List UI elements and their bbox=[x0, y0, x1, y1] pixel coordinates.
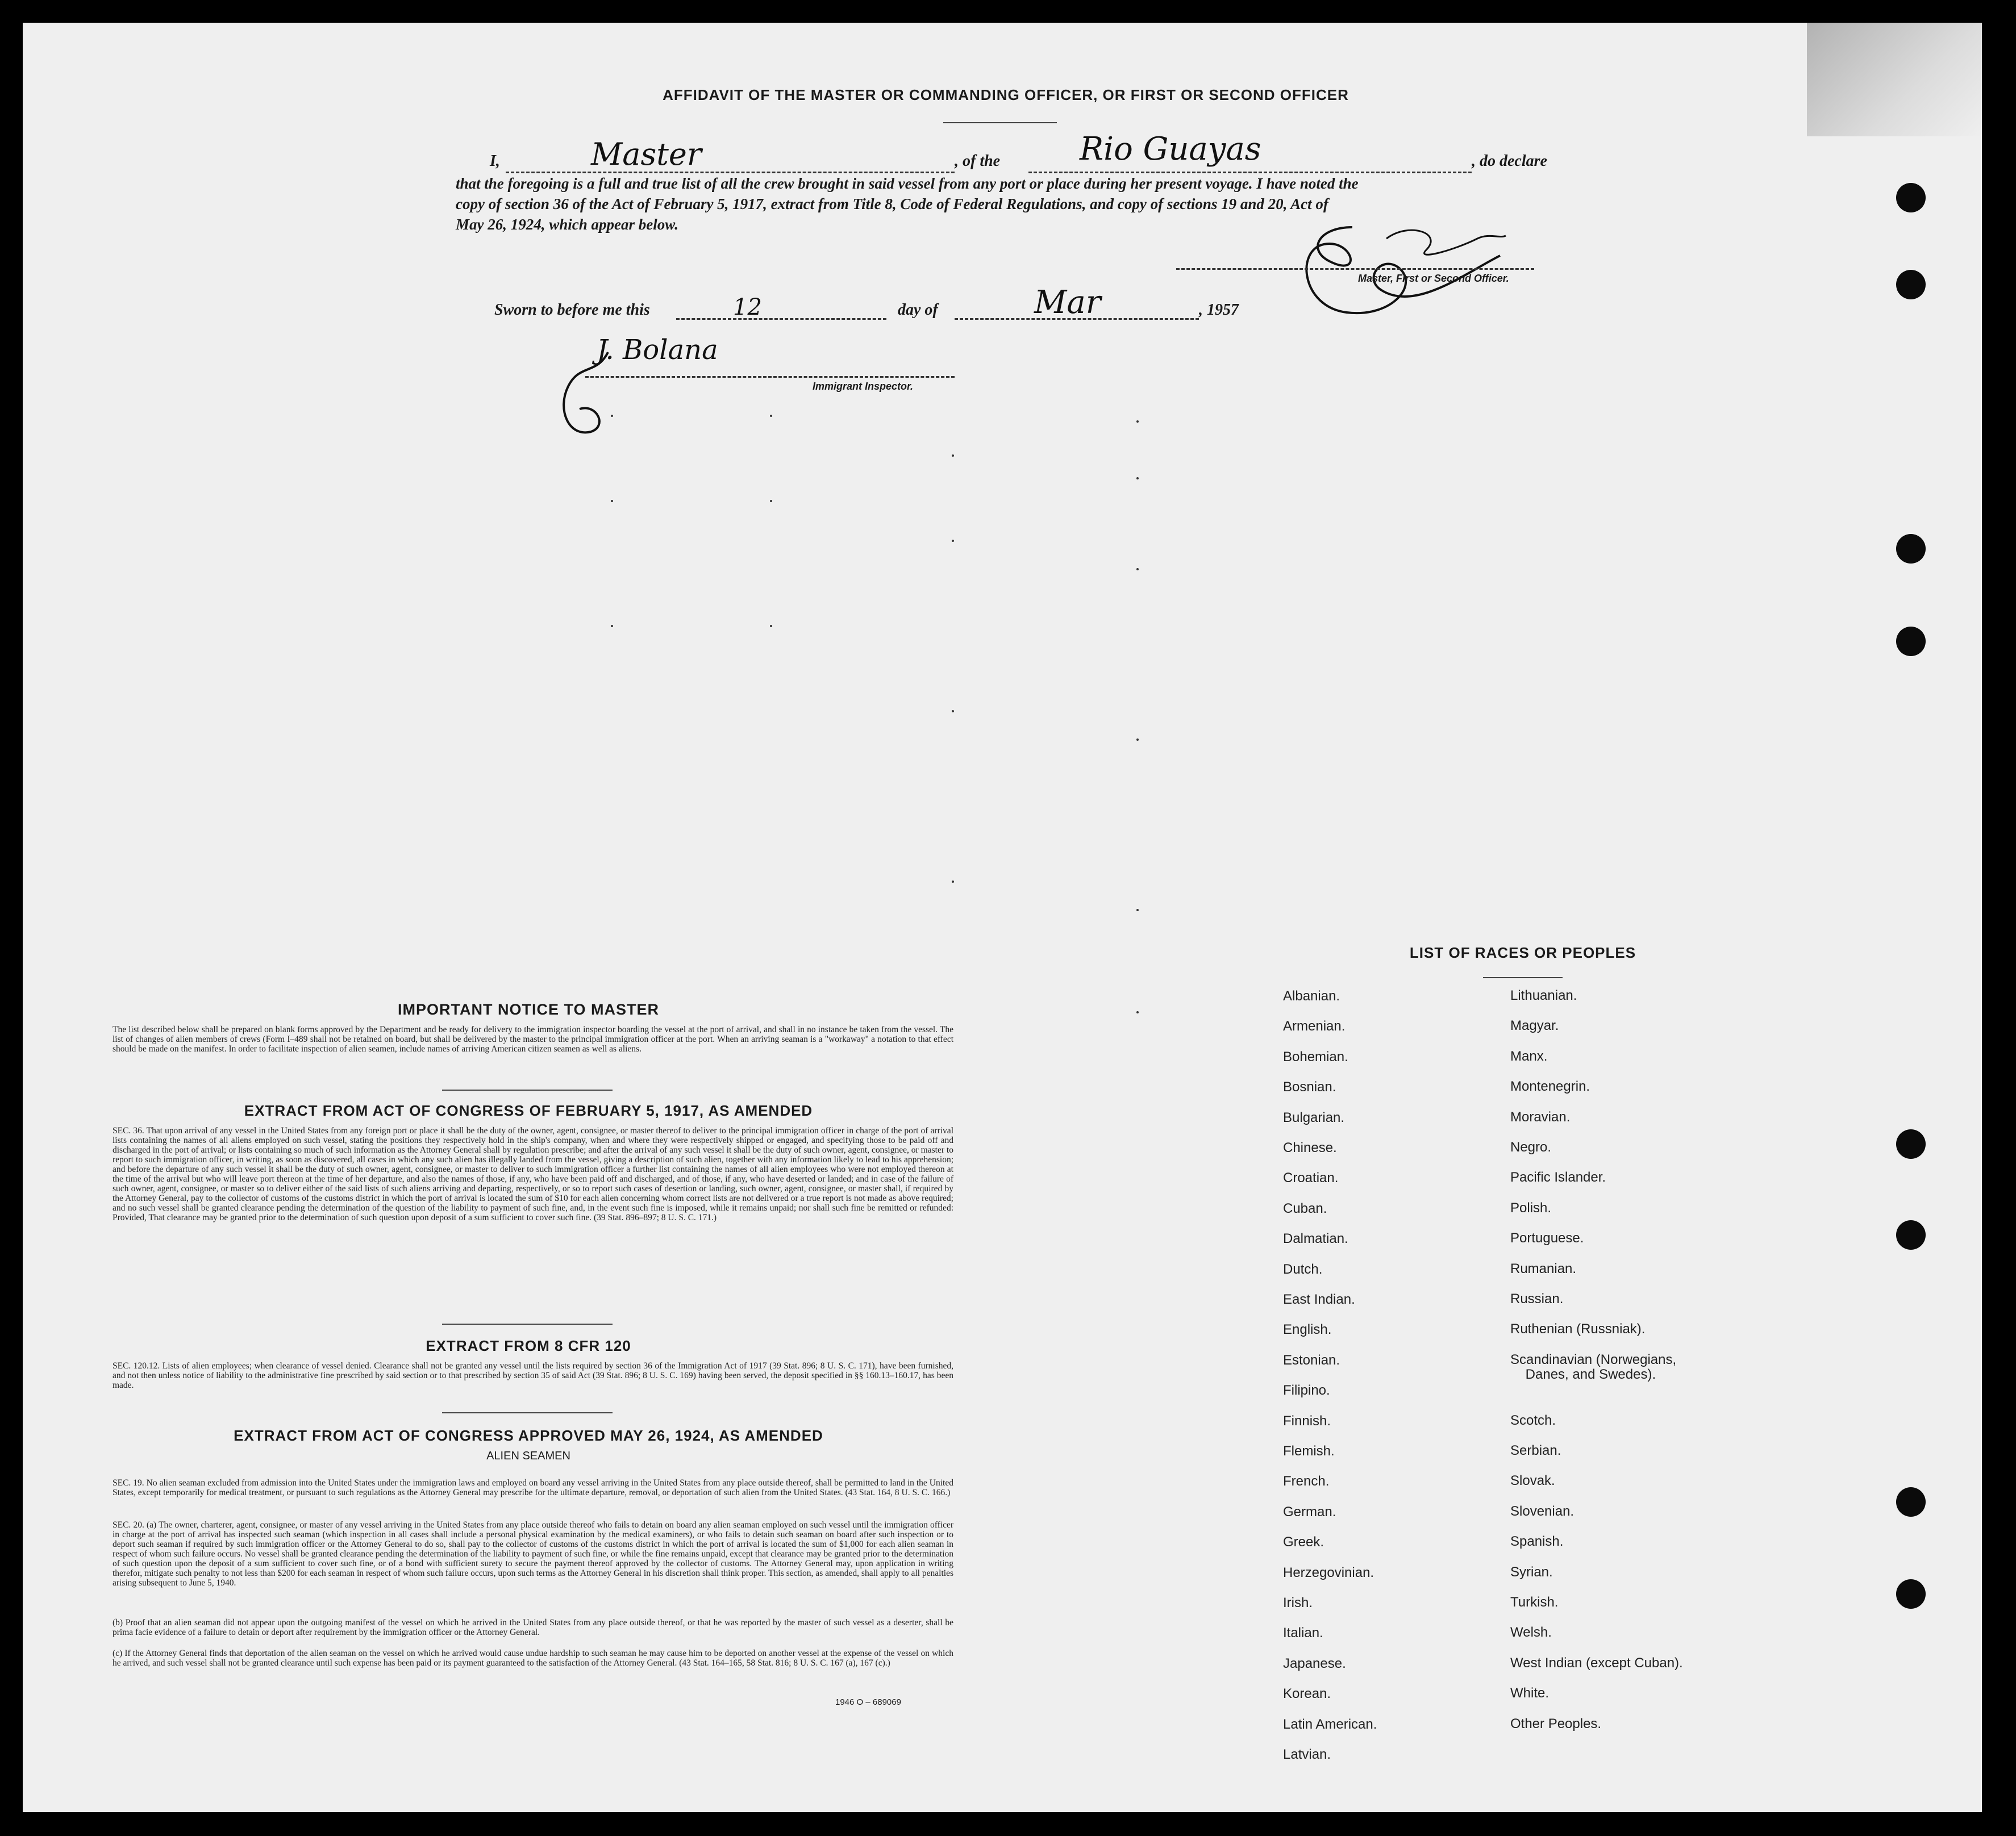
inspector-signature-handwritten[interactable]: J. Bolana bbox=[597, 334, 718, 366]
race-item: Spanish. bbox=[1510, 1534, 1564, 1550]
race-item: West Indian (except Cuban). bbox=[1510, 1655, 1683, 1671]
race-item: Negro. bbox=[1510, 1140, 1552, 1155]
leader-dot bbox=[611, 625, 613, 627]
race-item: Herzegovinian. bbox=[1283, 1564, 1374, 1580]
print-code: 1946 O – 689069 bbox=[835, 1697, 901, 1707]
sworn-month-handwritten[interactable]: Mar bbox=[1034, 284, 1101, 321]
race-item: Latin American. bbox=[1283, 1716, 1377, 1732]
sworn-mid: day of bbox=[898, 301, 938, 319]
race-item: Magyar. bbox=[1510, 1018, 1559, 1034]
race-item: Irish. bbox=[1283, 1595, 1313, 1610]
leader-dot bbox=[1136, 420, 1139, 423]
affidavit-body-line2: that the foregoing is a full and true list of all the crew brought in said vessel from any port or place during her present voyage. I have noted the bbox=[456, 175, 1359, 192]
race-item: Korean. bbox=[1283, 1686, 1331, 1702]
race-item: German. bbox=[1283, 1504, 1336, 1520]
punch-hole bbox=[1896, 534, 1926, 564]
race-item: English. bbox=[1283, 1322, 1332, 1338]
extract-1924-sec20a: SEC. 20. (a) The owner, charterer, agent, consignee, or master of any vessel arriving in the United States from any place outside thereof who fails to detain on board any alien seaman employed on such vessel until the immigration officer in charge at the port of arrival has inspected such seaman (which inspection in all cases shall include a personal physical examination by the medical examiners), or who fails to detain such seaman on board after such inspection or to deport such seaman if required by such immigration officer or the Attorney General to do so, shall pay to the collector of customs of the customs district in which the port of arrival is located the sum of $1,000 for each alien seaman in respect of whom such failure occurs. No vessel shall be granted clearance pending the determination of the liability to payment of such fine, or while the fine remains unpaid, except that clearance may be granted prior to the determination of such question upon the deposit of a sum sufficient to cover such fine, or of a bond with sufficient surety to secure the payment thereof approved by the collector of customs. The Attorney General may, upon application in writing therefor, mitigate such penalty to not less than $200 for each seaman in respect of whom such failure occurs, upon such terms as the Attorney General in his discretion shall think proper. This section, as amended, shall apply to all penalties arising subsequent to June 5, 1940. bbox=[113, 1520, 953, 1588]
vessel-name-handwritten[interactable]: Rio Guayas bbox=[1080, 131, 1261, 168]
race-item: White. bbox=[1510, 1685, 1550, 1701]
race-item: Portuguese. bbox=[1510, 1230, 1584, 1246]
inspector-signature-line bbox=[585, 376, 955, 378]
race-item: Welsh. bbox=[1510, 1625, 1552, 1641]
race-item: Italian. bbox=[1283, 1625, 1323, 1641]
affidavit-title: AFFIDAVIT OF THE MASTER OR COMMANDING OFFICER, OR FIRST OR SECOND OFFICER bbox=[663, 86, 1349, 103]
race-item: East Indian. bbox=[1283, 1292, 1355, 1307]
race-item: Rumanian. bbox=[1510, 1261, 1577, 1276]
notice-title: IMPORTANT NOTICE TO MASTER bbox=[398, 1001, 659, 1018]
punch-hole bbox=[1896, 183, 1926, 212]
race-item: Polish. bbox=[1510, 1200, 1552, 1216]
affidavit-line1-mid: , of the bbox=[955, 152, 1001, 170]
race-item: Finnish. bbox=[1283, 1413, 1331, 1429]
punch-hole bbox=[1896, 627, 1926, 656]
punch-hole bbox=[1896, 1487, 1926, 1517]
punch-hole bbox=[1896, 1220, 1926, 1250]
extract-cfr-text: SEC. 120.12. Lists of alien employees; when clearance of vessel denied. Clearance shall not be granted any vessel until the lists required by section 36 of the Immigration Act of 1917 (39 Stat. 896; 8 U. S. C. 171), have been furnished, and not then unless notice of liability to the administrative fine prescribed by said section or to that prescribed by section 35 of said Act (39 Stat. 896; 8 U. S. C. 169) having been served, the deposit specified in §§ 160.13–160.17, has been made. bbox=[113, 1361, 953, 1390]
race-item: Cuban. bbox=[1283, 1200, 1327, 1216]
name-blank bbox=[506, 172, 955, 173]
extract-1924-sec20b: (b) Proof that an alien seaman did not appear upon the outgoing manifest of the vessel on which he arrived in the United States from any place outside thereof, or that he was reported by the master of such vessel as a deserter, shall be prima facie evidence of a failure to detain or deport after requirement by the immigration officer or the Attorney General. bbox=[113, 1618, 953, 1637]
leader-dot bbox=[770, 500, 772, 502]
divider bbox=[943, 122, 1057, 123]
extract-cfr-title: EXTRACT FROM 8 CFR 120 bbox=[426, 1337, 631, 1354]
race-item: Lithuanian. bbox=[1510, 988, 1577, 1003]
affidavit-line1-suffix: , do declare bbox=[1472, 152, 1547, 170]
vessel-blank bbox=[1028, 172, 1472, 173]
race-item: Bosnian. bbox=[1283, 1079, 1336, 1095]
race-item: Albanian. bbox=[1283, 988, 1340, 1004]
affidavit-body-line4: May 26, 1924, which appear below. bbox=[456, 216, 679, 233]
race-item: Scandinavian (Norwegians, Danes, and Swedes). bbox=[1510, 1351, 1677, 1382]
race-item: Scotch. bbox=[1510, 1412, 1556, 1428]
divider bbox=[442, 1412, 613, 1413]
affidavit-body-line3: copy of section 36 of the Act of February 5, 1917, extract from Title 8, Code of Federal Regulations, and copy of sections 19 and 20, Act of bbox=[456, 195, 1328, 212]
leader-dot bbox=[1136, 477, 1139, 479]
extract-1924-subtitle: ALIEN SEAMEN bbox=[486, 1450, 570, 1462]
extract-1924-title: EXTRACT FROM ACT OF CONGRESS APPROVED MAY 26, 1924, AS AMENDED bbox=[234, 1427, 823, 1444]
day-blank bbox=[676, 318, 886, 320]
leader-dot bbox=[952, 710, 954, 712]
corner-stain bbox=[1807, 23, 1982, 136]
race-item: Estonian. bbox=[1283, 1352, 1340, 1368]
inspector-label: Immigrant Inspector. bbox=[813, 381, 914, 392]
document-sheet bbox=[23, 23, 1982, 1812]
leader-dot bbox=[770, 415, 772, 417]
sworn-prefix: Sworn to before me this bbox=[494, 301, 650, 319]
officer-signature-line bbox=[1176, 268, 1534, 270]
inspector-signature-flourish bbox=[545, 341, 648, 443]
leader-dot bbox=[611, 500, 613, 502]
leader-dot bbox=[611, 415, 613, 417]
leader-dot bbox=[1136, 1011, 1139, 1013]
leader-dot bbox=[952, 881, 954, 883]
divider bbox=[1483, 977, 1563, 978]
race-item: Syrian. bbox=[1510, 1564, 1553, 1580]
race-item: Bulgarian. bbox=[1283, 1109, 1345, 1125]
divider bbox=[442, 1324, 613, 1325]
notice-text: The list described below shall be prepared on blank forms approved by the Department and be ready for delivery to the immigration inspector boarding the vessel at the port of arrival, and shall in no instance be taken from the vessel. The list of changes of alien members of crews (Form I–489 shall not be retained on board, but shall be delivered by the master to the principal immigration officer at the port. When an arriving seaman is a "workaway" a notation to that effect should be made on the manifest. In order to facilitate inspection of alien seamen, include names of arriving American citizen seamen as well as aliens. bbox=[113, 1025, 953, 1054]
race-item: Flemish. bbox=[1283, 1443, 1335, 1459]
leader-dot bbox=[952, 540, 954, 542]
race-item: Dutch. bbox=[1283, 1261, 1323, 1277]
punch-hole bbox=[1896, 270, 1926, 299]
race-item: Ruthenian (Russniak). bbox=[1510, 1321, 1646, 1337]
punch-hole bbox=[1896, 1129, 1926, 1159]
race-item: Slovak. bbox=[1510, 1473, 1555, 1489]
leader-dot bbox=[770, 625, 772, 627]
race-item: Russian. bbox=[1510, 1291, 1564, 1307]
extract-1924-sec20c: (c) If the Attorney General finds that deportation of the alien seaman on the vessel on which he arrived would cause undue hardship to such seaman he may cause him to be deported on another vessel at the expense of the vessel on which he arrived, and such vessel shall not be granted clearance until such expense has been paid or its payment guaranteed to the satisfaction of the Attorney General. (43 Stat. 164–165, 58 Stat. 816; 8 U. S. C. 167 (a), 167 (c).) bbox=[113, 1649, 953, 1668]
race-item: Montenegrin. bbox=[1510, 1079, 1590, 1095]
race-item: Serbian. bbox=[1510, 1443, 1561, 1458]
race-item: Bohemian. bbox=[1283, 1049, 1348, 1065]
races-title: LIST OF RACES OR PEOPLES bbox=[1409, 944, 1636, 961]
leader-dot bbox=[952, 454, 954, 457]
race-item: Manx. bbox=[1510, 1048, 1548, 1064]
race-item: Other Peoples. bbox=[1510, 1716, 1602, 1731]
race-item: Pacific Islander. bbox=[1510, 1170, 1606, 1186]
extract-1917-text: SEC. 36. That upon arrival of any vessel in the United States from any foreign port or place it shall be the duty of the owner, agent, consignee, or master thereof to deliver to the principal immigration officer in charge of the port of arrival lists containing the names of all aliens employed on such vessel, stating the positions they respectively hold in the ship's company, when and where they were respectively shipped or engaged, and specifying those to be paid off and discharged in the port of arrival; or lists containing so much of such information as the Attorney General shall by regulation prescribe; and after the arrival of any such vessel it shall be the duty of such owner, agent, consignee, or master to report to such immigration officer, in writing, as soon as discovered, all cases in which any such alien has illegally landed from the vessel, giving a description of such alien, together with any information likely to lead to his apprehension; and before the departure of any such vessel it shall be the duty of such owner, agent, consignee, or master to deliver to such immigration officer a further list containing the names of all alien employees who were not employed thereon at the time of the arrival but who will leave port thereon at the time of her departure, and also the names of those, if any, who have been paid off and discharged, and of those, if any, who have deserted or landed; and in case of the failure of such owner, agent, consignee, or master so to deliver either of the said lists of such aliens arriving and departing, respectively, or so to report such cases of desertion or landing, such owner, agent, consignee, or master shall, if required by the Attorney General, pay to the collector of customs of the customs district in which the port of arrival is located the sum of $10 for each alien concerning whom correct lists are not delivered or a true report is not made as above required; and no such vessel shall be granted clearance pending the determination of the question of the liability to payment of such fine, and, in the event such fine is imposed, while it remains unpaid; nor shall such fine be remitted or refunded: Provided, That clearance may be granted prior to the determination of such question upon deposit of a sum sufficient to cover such fine. (39 Stat. 896–897; 8 U. S. C. 171.) bbox=[113, 1126, 953, 1222]
race-item: Moravian. bbox=[1510, 1109, 1571, 1125]
leader-dot bbox=[1136, 738, 1139, 741]
leader-dot bbox=[1136, 909, 1139, 911]
sworn-year: , 1957 bbox=[1199, 301, 1239, 319]
extract-1917-title: EXTRACT FROM ACT OF CONGRESS OF FEBRUARY 5, 1917, AS AMENDED bbox=[244, 1102, 813, 1119]
master-name-handwritten[interactable]: Master bbox=[591, 136, 702, 172]
extract-1924-sec19: SEC. 19. No alien seaman excluded from admission into the United States under the immigration laws and employed on board any vessel arriving in the United States from any place outside thereof, shall be permitted to land in the United States, except temporarily for medical treatment, or pursuant to such regulations as the Attorney General may prescribe for the ultimate departure, removal, or deportation of such alien from the United States. (43 Stat. 164, 8 U. S. C. 166.) bbox=[113, 1478, 953, 1497]
officer-label: Master, First or Second Officer. bbox=[1358, 273, 1509, 284]
affidavit-line1-prefix: I, bbox=[490, 152, 500, 170]
divider bbox=[442, 1090, 613, 1091]
race-item: Armenian. bbox=[1283, 1019, 1346, 1034]
race-item: French. bbox=[1283, 1474, 1330, 1489]
race-item: Japanese. bbox=[1283, 1655, 1346, 1671]
race-item: Croatian. bbox=[1283, 1170, 1339, 1186]
leader-dot bbox=[1136, 568, 1139, 570]
race-item: Filipino. bbox=[1283, 1383, 1330, 1399]
punch-hole bbox=[1896, 1579, 1926, 1609]
race-item: Turkish. bbox=[1510, 1595, 1559, 1610]
race-item: Latvian. bbox=[1283, 1747, 1331, 1762]
race-item: Dalmatian. bbox=[1283, 1231, 1348, 1247]
race-item: Slovenian. bbox=[1510, 1503, 1575, 1519]
race-item: Chinese. bbox=[1283, 1140, 1337, 1155]
sworn-day-handwritten[interactable]: 12 bbox=[733, 294, 762, 320]
race-item: Greek. bbox=[1283, 1534, 1324, 1550]
